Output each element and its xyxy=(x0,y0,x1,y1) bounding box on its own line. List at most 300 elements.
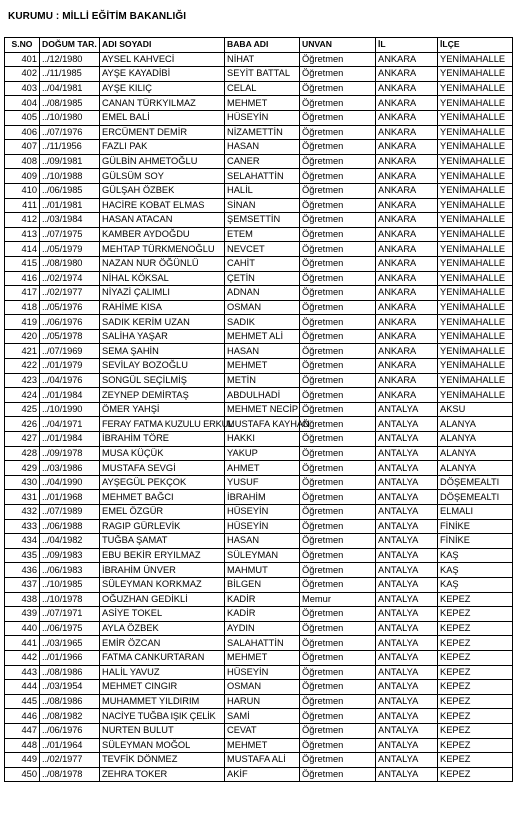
cell-province: ANTALYA xyxy=(376,446,438,461)
cell-sno: 441 xyxy=(5,636,40,651)
cell-district: YENİMAHALLE xyxy=(438,286,513,301)
cell-birth-date: ../07/1989 xyxy=(40,505,100,520)
cell-birth-date: ../12/1980 xyxy=(40,52,100,67)
cell-birth-date: ../03/1965 xyxy=(40,636,100,651)
cell-title: Öğretmen xyxy=(300,373,376,388)
cell-father-name: MEHMET xyxy=(225,359,300,374)
cell-province: ANTALYA xyxy=(376,592,438,607)
table-row xyxy=(5,767,513,782)
table-row xyxy=(5,534,513,549)
cell-district: ALANYA xyxy=(438,417,513,432)
cell-title: Öğretmen xyxy=(300,505,376,520)
cell-province: ANTALYA xyxy=(376,519,438,534)
cell-district: KEPEZ xyxy=(438,621,513,636)
table-row xyxy=(5,329,513,344)
cell-birth-date: ../05/1979 xyxy=(40,242,100,257)
cell-father-name: SÜLEYMAN xyxy=(225,548,300,563)
cell-title: Öğretmen xyxy=(300,709,376,724)
cell-birth-date: ../08/1978 xyxy=(40,767,100,782)
cell-title: Öğretmen xyxy=(300,534,376,549)
cell-district: KEPEZ xyxy=(438,694,513,709)
table-row xyxy=(5,665,513,680)
cell-father-name: HAKKI xyxy=(225,432,300,447)
cell-title: Öğretmen xyxy=(300,577,376,592)
table-row xyxy=(5,388,513,403)
cell-birth-date: ../04/1990 xyxy=(40,475,100,490)
cell-district: ALANYA xyxy=(438,432,513,447)
cell-full-name: AYŞE KAYADİBİ xyxy=(100,67,225,82)
cell-full-name: ÖMER YAHŞİ xyxy=(100,402,225,417)
cell-birth-date: ../10/1990 xyxy=(40,402,100,417)
table-row xyxy=(5,461,513,476)
cell-birth-date: ../10/1985 xyxy=(40,577,100,592)
cell-sno: 423 xyxy=(5,373,40,388)
cell-full-name: SALİHA YAŞAR xyxy=(100,329,225,344)
cell-father-name: HASAN xyxy=(225,140,300,155)
table-row xyxy=(5,446,513,461)
cell-district: KEPEZ xyxy=(438,665,513,680)
cell-sno: 403 xyxy=(5,81,40,96)
cell-birth-date: ../03/1954 xyxy=(40,680,100,695)
cell-birth-date: ../03/1986 xyxy=(40,461,100,476)
cell-full-name: AYŞEGÜL PEKÇOK xyxy=(100,475,225,490)
header-title: UNVAN xyxy=(300,38,376,53)
cell-full-name: HALİL YAVUZ xyxy=(100,665,225,680)
cell-birth-date: ../01/1984 xyxy=(40,388,100,403)
cell-district: YENİMAHALLE xyxy=(438,183,513,198)
cell-sno: 430 xyxy=(5,475,40,490)
cell-birth-date: ../08/1986 xyxy=(40,694,100,709)
cell-district: YENİMAHALLE xyxy=(438,140,513,155)
cell-sno: 406 xyxy=(5,125,40,140)
cell-full-name: ZEYNEP DEMİRTAŞ xyxy=(100,388,225,403)
cell-sno: 426 xyxy=(5,417,40,432)
cell-full-name: GÜLSÜM SOY xyxy=(100,169,225,184)
cell-province: ANKARA xyxy=(376,110,438,125)
cell-province: ANTALYA xyxy=(376,738,438,753)
cell-title: Öğretmen xyxy=(300,519,376,534)
cell-district: FİNİKE xyxy=(438,519,513,534)
cell-sno: 422 xyxy=(5,359,40,374)
cell-title: Öğretmen xyxy=(300,256,376,271)
table-row xyxy=(5,96,513,111)
cell-sno: 402 xyxy=(5,67,40,82)
cell-province: ANKARA xyxy=(376,271,438,286)
cell-district: DÖŞEMEALTI xyxy=(438,475,513,490)
cell-district: KEPEZ xyxy=(438,738,513,753)
cell-father-name: AHMET xyxy=(225,461,300,476)
cell-father-name: HÜSEYİN xyxy=(225,505,300,520)
cell-district: ALANYA xyxy=(438,446,513,461)
cell-full-name: MUSTAFA SEVGİ xyxy=(100,461,225,476)
table-row xyxy=(5,213,513,228)
cell-full-name: NAZAN NUR ÖĞÜNLÜ xyxy=(100,256,225,271)
cell-province: ANTALYA xyxy=(376,680,438,695)
table-row xyxy=(5,256,513,271)
cell-full-name: TUĞBA ŞAMAT xyxy=(100,534,225,549)
table-row xyxy=(5,52,513,67)
cell-province: ANTALYA xyxy=(376,432,438,447)
cell-father-name: CEVAT xyxy=(225,723,300,738)
cell-birth-date: ../09/1978 xyxy=(40,446,100,461)
cell-birth-date: ../11/1956 xyxy=(40,140,100,155)
cell-title: Öğretmen xyxy=(300,96,376,111)
cell-birth-date: ../01/1981 xyxy=(40,198,100,213)
cell-title: Öğretmen xyxy=(300,227,376,242)
cell-father-name: MEHMET ALİ xyxy=(225,329,300,344)
cell-sno: 449 xyxy=(5,753,40,768)
table-row xyxy=(5,490,513,505)
cell-father-name: HARUN xyxy=(225,694,300,709)
table-row xyxy=(5,680,513,695)
cell-district: YENİMAHALLE xyxy=(438,198,513,213)
cell-sno: 419 xyxy=(5,315,40,330)
cell-title: Öğretmen xyxy=(300,417,376,432)
table-row xyxy=(5,650,513,665)
table-row xyxy=(5,198,513,213)
cell-father-name: YAKUP xyxy=(225,446,300,461)
cell-father-name: AKİF xyxy=(225,767,300,782)
cell-birth-date: ../02/1977 xyxy=(40,753,100,768)
cell-father-name: CAHİT xyxy=(225,256,300,271)
cell-province: ANKARA xyxy=(376,169,438,184)
cell-sno: 438 xyxy=(5,592,40,607)
cell-sno: 444 xyxy=(5,680,40,695)
cell-birth-date: ../01/1979 xyxy=(40,359,100,374)
cell-district: YENİMAHALLE xyxy=(438,52,513,67)
table-row xyxy=(5,271,513,286)
cell-father-name: OSMAN xyxy=(225,300,300,315)
cell-title: Öğretmen xyxy=(300,475,376,490)
cell-title: Öğretmen xyxy=(300,767,376,782)
cell-province: ANKARA xyxy=(376,96,438,111)
cell-title: Öğretmen xyxy=(300,650,376,665)
cell-birth-date: ../10/1978 xyxy=(40,592,100,607)
cell-district: YENİMAHALLE xyxy=(438,81,513,96)
cell-title: Öğretmen xyxy=(300,680,376,695)
cell-province: ANKARA xyxy=(376,300,438,315)
table-row xyxy=(5,709,513,724)
cell-sno: 450 xyxy=(5,767,40,782)
cell-title: Öğretmen xyxy=(300,461,376,476)
table-row xyxy=(5,344,513,359)
cell-province: ANTALYA xyxy=(376,563,438,578)
cell-title: Öğretmen xyxy=(300,140,376,155)
cell-sno: 410 xyxy=(5,183,40,198)
cell-full-name: İBRAHİM ÜNVER xyxy=(100,563,225,578)
cell-full-name: OĞUZHAN GEDİKLİ xyxy=(100,592,225,607)
table-body xyxy=(5,52,513,782)
cell-father-name: SALAHATTİN xyxy=(225,636,300,651)
header-province: İL xyxy=(376,38,438,53)
cell-district: KAŞ xyxy=(438,563,513,578)
table-row xyxy=(5,300,513,315)
table-row xyxy=(5,286,513,301)
cell-province: ANTALYA xyxy=(376,548,438,563)
cell-title: Öğretmen xyxy=(300,738,376,753)
cell-full-name: HACİRE KOBAT ELMAS xyxy=(100,198,225,213)
cell-district: AKSU xyxy=(438,402,513,417)
cell-sno: 427 xyxy=(5,432,40,447)
cell-title: Öğretmen xyxy=(300,110,376,125)
table-row xyxy=(5,636,513,651)
staff-table xyxy=(4,37,513,782)
cell-full-name: NİYAZİ ÇALIMLI xyxy=(100,286,225,301)
cell-title: Öğretmen xyxy=(300,81,376,96)
cell-district: YENİMAHALLE xyxy=(438,344,513,359)
cell-birth-date: ../07/1975 xyxy=(40,227,100,242)
cell-sno: 409 xyxy=(5,169,40,184)
cell-sno: 442 xyxy=(5,650,40,665)
cell-birth-date: ../06/1976 xyxy=(40,723,100,738)
cell-birth-date: ../02/1977 xyxy=(40,286,100,301)
cell-title: Öğretmen xyxy=(300,286,376,301)
cell-district: KEPEZ xyxy=(438,767,513,782)
cell-full-name: AYŞE KILIÇ xyxy=(100,81,225,96)
cell-sno: 437 xyxy=(5,577,40,592)
cell-birth-date: ../10/1988 xyxy=(40,169,100,184)
cell-province: ANKARA xyxy=(376,52,438,67)
cell-province: ANKARA xyxy=(376,140,438,155)
cell-title: Öğretmen xyxy=(300,169,376,184)
cell-sno: 421 xyxy=(5,344,40,359)
cell-province: ANTALYA xyxy=(376,709,438,724)
cell-full-name: EMEL ÖZGÜR xyxy=(100,505,225,520)
cell-birth-date: ../07/1971 xyxy=(40,607,100,622)
cell-full-name: SONGÜL SEÇİLMİŞ xyxy=(100,373,225,388)
cell-father-name: ABDULHADİ xyxy=(225,388,300,403)
cell-birth-date: ../07/1976 xyxy=(40,125,100,140)
document-heading: KURUMU : MİLLİ EĞİTİM BAKANLIĞI xyxy=(8,11,187,22)
cell-sno: 417 xyxy=(5,286,40,301)
cell-father-name: KADİR xyxy=(225,607,300,622)
cell-full-name: İBRAHİM TÖRE xyxy=(100,432,225,447)
cell-sno: 431 xyxy=(5,490,40,505)
cell-full-name: AYLA ÖZBEK xyxy=(100,621,225,636)
cell-district: DÖŞEMEALTI xyxy=(438,490,513,505)
cell-province: ANKARA xyxy=(376,329,438,344)
cell-title: Öğretmen xyxy=(300,242,376,257)
cell-sno: 401 xyxy=(5,52,40,67)
cell-district: YENİMAHALLE xyxy=(438,359,513,374)
cell-birth-date: ../04/1982 xyxy=(40,534,100,549)
cell-title: Öğretmen xyxy=(300,183,376,198)
cell-father-name: MEHMET xyxy=(225,96,300,111)
cell-father-name: SİNAN xyxy=(225,198,300,213)
cell-birth-date: ../06/1983 xyxy=(40,563,100,578)
cell-district: YENİMAHALLE xyxy=(438,242,513,257)
cell-district: ELMALI xyxy=(438,505,513,520)
cell-sno: 439 xyxy=(5,607,40,622)
cell-sno: 411 xyxy=(5,198,40,213)
cell-title: Öğretmen xyxy=(300,344,376,359)
cell-full-name: SÜLEYMAN MOĞOL xyxy=(100,738,225,753)
cell-province: ANTALYA xyxy=(376,417,438,432)
table-row xyxy=(5,125,513,140)
cell-title: Öğretmen xyxy=(300,388,376,403)
cell-father-name: CANER xyxy=(225,154,300,169)
cell-title: Öğretmen xyxy=(300,154,376,169)
cell-district: FİNİKE xyxy=(438,534,513,549)
cell-birth-date: ../01/1968 xyxy=(40,490,100,505)
cell-district: YENİMAHALLE xyxy=(438,256,513,271)
cell-sno: 418 xyxy=(5,300,40,315)
cell-birth-date: ../08/1986 xyxy=(40,665,100,680)
cell-father-name: SEYİT BATTAL xyxy=(225,67,300,82)
cell-full-name: MEHMET CINGIR xyxy=(100,680,225,695)
table-row xyxy=(5,315,513,330)
cell-birth-date: ../06/1975 xyxy=(40,621,100,636)
cell-sno: 414 xyxy=(5,242,40,257)
cell-province: ANKARA xyxy=(376,213,438,228)
table-row xyxy=(5,169,513,184)
table-row xyxy=(5,81,513,96)
cell-father-name: ŞEMSETTİN xyxy=(225,213,300,228)
cell-province: ANKARA xyxy=(376,315,438,330)
cell-father-name: SADIK xyxy=(225,315,300,330)
cell-title: Öğretmen xyxy=(300,694,376,709)
cell-district: KEPEZ xyxy=(438,636,513,651)
cell-sno: 428 xyxy=(5,446,40,461)
header-full-name: ADI SOYADI xyxy=(100,38,225,53)
cell-full-name: EBU BEKİR ERYILMAZ xyxy=(100,548,225,563)
table-row xyxy=(5,505,513,520)
table-row xyxy=(5,373,513,388)
cell-birth-date: ../11/1985 xyxy=(40,67,100,82)
cell-province: ANTALYA xyxy=(376,534,438,549)
cell-title: Öğretmen xyxy=(300,548,376,563)
cell-district: YENİMAHALLE xyxy=(438,169,513,184)
cell-birth-date: ../01/1964 xyxy=(40,738,100,753)
cell-province: ANKARA xyxy=(376,154,438,169)
table-row xyxy=(5,607,513,622)
cell-province: ANTALYA xyxy=(376,694,438,709)
cell-title: Öğretmen xyxy=(300,723,376,738)
cell-sno: 435 xyxy=(5,548,40,563)
cell-father-name: HALİL xyxy=(225,183,300,198)
cell-father-name: HÜSEYİN xyxy=(225,110,300,125)
cell-title: Öğretmen xyxy=(300,198,376,213)
cell-birth-date: ../05/1978 xyxy=(40,329,100,344)
cell-full-name: FATMA CANKURTARAN xyxy=(100,650,225,665)
cell-district: YENİMAHALLE xyxy=(438,315,513,330)
cell-father-name: MEHMET xyxy=(225,738,300,753)
cell-title: Öğretmen xyxy=(300,446,376,461)
cell-sno: 408 xyxy=(5,154,40,169)
cell-father-name: MEHMET xyxy=(225,650,300,665)
cell-sno: 413 xyxy=(5,227,40,242)
cell-province: ANKARA xyxy=(376,256,438,271)
cell-birth-date: ../04/1976 xyxy=(40,373,100,388)
cell-full-name: HASAN ATACAN xyxy=(100,213,225,228)
cell-birth-date: ../01/1966 xyxy=(40,650,100,665)
cell-father-name: KADİR xyxy=(225,592,300,607)
cell-father-name: ETEM xyxy=(225,227,300,242)
cell-sno: 433 xyxy=(5,519,40,534)
cell-father-name: NİZAMETTİN xyxy=(225,125,300,140)
cell-birth-date: ../04/1981 xyxy=(40,81,100,96)
cell-province: ANTALYA xyxy=(376,723,438,738)
cell-province: ANKARA xyxy=(376,125,438,140)
table-row xyxy=(5,738,513,753)
header-district: İLÇE xyxy=(438,38,513,53)
cell-full-name: RAGIP GÜRLEVİK xyxy=(100,519,225,534)
cell-district: YENİMAHALLE xyxy=(438,110,513,125)
cell-sno: 434 xyxy=(5,534,40,549)
cell-father-name: AYDIN xyxy=(225,621,300,636)
cell-full-name: MUSA KÜÇÜK xyxy=(100,446,225,461)
table-row xyxy=(5,183,513,198)
cell-father-name: MAHMUT xyxy=(225,563,300,578)
cell-birth-date: ../04/1971 xyxy=(40,417,100,432)
cell-title: Öğretmen xyxy=(300,315,376,330)
cell-birth-date: ../07/1969 xyxy=(40,344,100,359)
header-row xyxy=(5,38,513,53)
cell-sno: 445 xyxy=(5,694,40,709)
cell-birth-date: ../09/1983 xyxy=(40,548,100,563)
cell-father-name: MUSTAFA ALİ xyxy=(225,753,300,768)
cell-province: ANTALYA xyxy=(376,607,438,622)
cell-father-name: OSMAN xyxy=(225,680,300,695)
cell-district: YENİMAHALLE xyxy=(438,300,513,315)
cell-province: ANTALYA xyxy=(376,490,438,505)
cell-father-name: NİHAT xyxy=(225,52,300,67)
cell-sno: 407 xyxy=(5,140,40,155)
cell-full-name: GÜLŞAH ÖZBEK xyxy=(100,183,225,198)
cell-full-name: AYSEL KAHVECİ xyxy=(100,52,225,67)
cell-full-name: EMEL BALİ xyxy=(100,110,225,125)
cell-birth-date: ../01/1984 xyxy=(40,432,100,447)
cell-title: Öğretmen xyxy=(300,300,376,315)
table-row xyxy=(5,432,513,447)
cell-birth-date: ../09/1981 xyxy=(40,154,100,169)
cell-sno: 446 xyxy=(5,709,40,724)
cell-father-name: HÜSEYİN xyxy=(225,665,300,680)
cell-full-name: MUHAMMET YILDIRIM xyxy=(100,694,225,709)
cell-district: YENİMAHALLE xyxy=(438,154,513,169)
cell-title: Öğretmen xyxy=(300,432,376,447)
cell-title: Öğretmen xyxy=(300,359,376,374)
table-row xyxy=(5,140,513,155)
cell-province: ANTALYA xyxy=(376,650,438,665)
cell-sno: 412 xyxy=(5,213,40,228)
cell-birth-date: ../08/1982 xyxy=(40,709,100,724)
cell-title: Öğretmen xyxy=(300,67,376,82)
cell-sno: 447 xyxy=(5,723,40,738)
cell-district: KEPEZ xyxy=(438,607,513,622)
header-sno: S.NO xyxy=(5,38,40,53)
table-row xyxy=(5,359,513,374)
cell-full-name: MEHMET BAĞCI xyxy=(100,490,225,505)
cell-father-name: MEHMET NECİP xyxy=(225,402,300,417)
cell-father-name: SAMİ xyxy=(225,709,300,724)
cell-district: KEPEZ xyxy=(438,723,513,738)
cell-full-name: ERCÜMENT DEMİR xyxy=(100,125,225,140)
cell-title: Öğretmen xyxy=(300,52,376,67)
cell-title: Öğretmen xyxy=(300,402,376,417)
cell-full-name: ASİYE TOKEL xyxy=(100,607,225,622)
cell-district: YENİMAHALLE xyxy=(438,388,513,403)
cell-district: KEPEZ xyxy=(438,709,513,724)
cell-full-name: TEVFİK DÖNMEZ xyxy=(100,753,225,768)
cell-title: Öğretmen xyxy=(300,753,376,768)
table-row xyxy=(5,753,513,768)
cell-father-name: YUSUF xyxy=(225,475,300,490)
cell-province: ANKARA xyxy=(376,227,438,242)
cell-province: ANTALYA xyxy=(376,636,438,651)
table-row xyxy=(5,548,513,563)
cell-father-name: HASAN xyxy=(225,534,300,549)
